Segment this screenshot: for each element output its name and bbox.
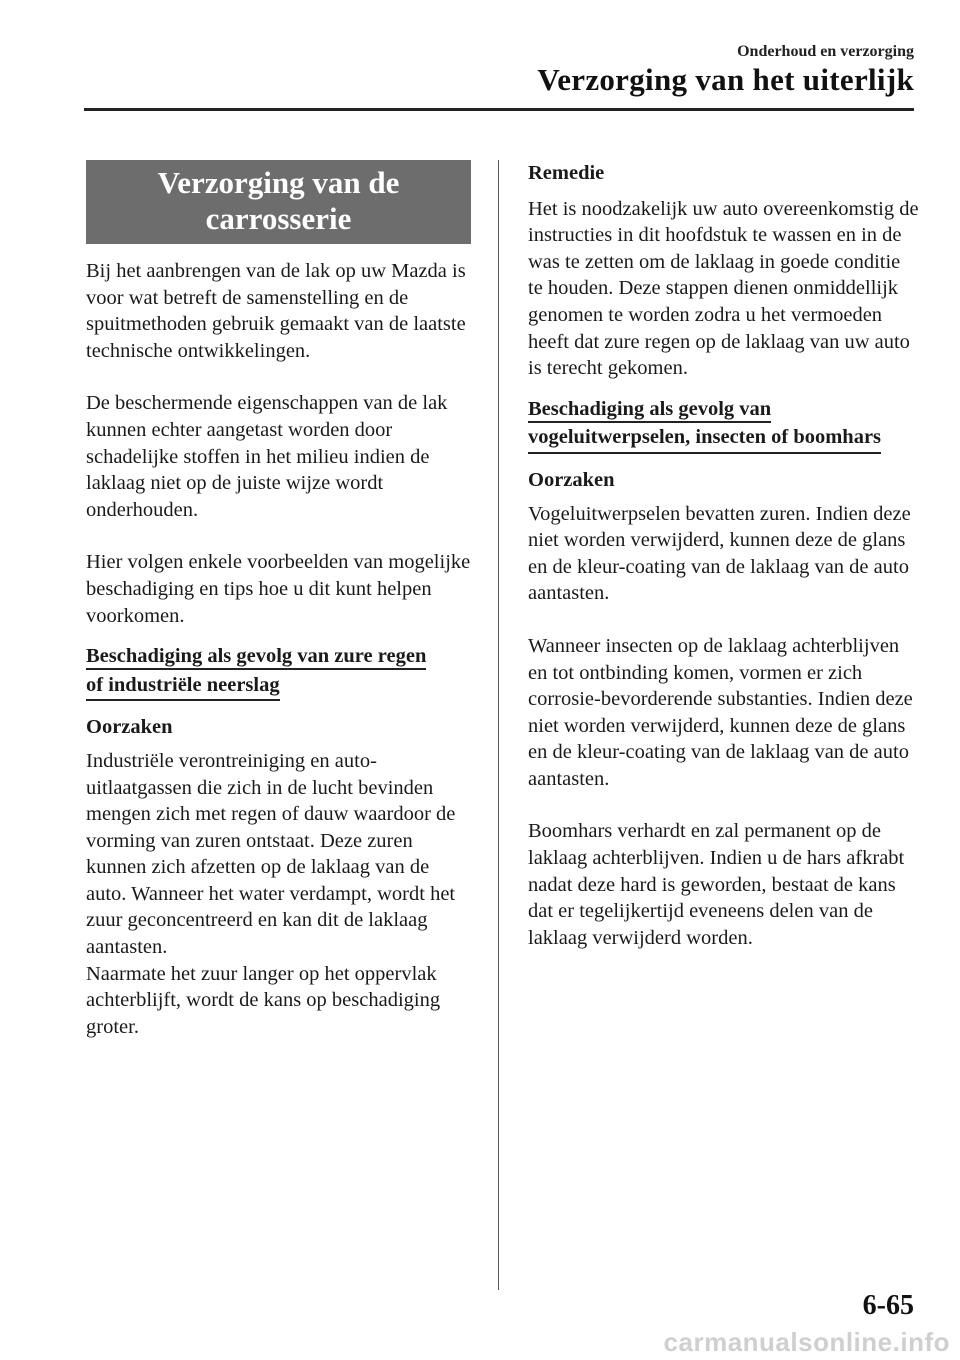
tree-sap-paragraph: Boomhars verhardt en zal permanent op de laklaag achterblijven. Indien u de hars afkrabt nadat deze hard is geworden, bestaat de kans dat er tegelijkertijd eveneens delen van de laklaag verwijderd worden.	[528, 820, 905, 949]
remedy-paragraph: Het is noodzakelijk uw auto overeenkomstig de instructies in dit hoofdstuk te wassen en in de was te zetten om de laklaag in goede conditie te houden. Deze stappen dienen onmiddellijk genomen te worden zodra u het vermoeden heeft dat zure regen op de laklaag van uw auto is terecht gekomen.	[528, 197, 919, 380]
intro-paragraph-2: De beschermende eigenschappen van de lak kunnen echter aangetast worden door schadelijke stoffen in het milieu indien de laklaag niet op de juiste wijze wordt onderhouden.	[86, 392, 448, 521]
subheading-bird-droppings-line2: vogeluitwerpselen, insecten of boomhars	[528, 424, 881, 454]
left-column	[86, 160, 474, 1040]
subheading-acid-rain-line2: of industriële neerslag	[86, 672, 280, 702]
intro-paragraph-3: Hier volgen enkele voorbeelden van mogelijke beschadiging en tips hoe u dit kunt helpen voorkomen.	[86, 551, 471, 627]
causes-paragraph-left-2: Naarmate het zuur langer op het oppervlak achterblijft, wordt de kans op beschadiging groter.	[86, 962, 441, 1038]
column-divider	[498, 160, 499, 1290]
subheading-acid-rain-line1: Beschadiging als gevolg van zure regen	[86, 645, 426, 670]
causes-paragraph-left: Industriële verontreiniging en auto-uitlaatgassen die zich in de lucht bevinden mengen zich met regen of dauw waardoor de vorming van zuren ontstaat. Deze zuren kunnen zich afzetten op de laklaag van de auto. Wanneer het water verdampt, wordt het zuur geconcentreerd en kan dit de laklaag aantasten.	[86, 749, 456, 959]
watermark: carmanualsonline.info	[663, 1327, 950, 1357]
subheading-acid-rain	[86, 643, 474, 701]
header-rule	[84, 108, 914, 111]
intro-paragraph-1: Bij het aanbrengen van de lak op uw Mazda is voor wat betreft de samenstelling en de spuitmethoden gebruik gemaakt van de laatste technische ontwikkelingen.	[86, 260, 466, 362]
subheading-bird-droppings	[528, 396, 920, 454]
section-title-line1: Verzorging van de	[157, 165, 400, 200]
section-title-line2: carrosserie	[205, 201, 352, 236]
page-number: 6-65	[862, 1290, 914, 1321]
chapter-title: Onderhoud en verzorging	[737, 43, 914, 60]
section-title-box	[86, 160, 471, 244]
causes-label-right: Oorzaken	[528, 468, 615, 491]
bird-droppings-paragraph: Vogeluitwerpselen bevatten zuren. Indien deze niet worden verwijderd, kunnen deze de glans en de kleur-coating van de laklaag van de auto aantasten.	[528, 502, 911, 605]
page-title: Verzorging van het uiterlijk	[537, 62, 914, 97]
insects-paragraph: Wanneer insecten op de laklaag achterblijven en tot ontbinding komen, vormen er zich corrosie-bevorderende substanties. Indien deze niet worden verwijderd, kunnen deze de glans en de kleur-coating van de laklaag van de auto aantasten.	[528, 634, 913, 790]
subheading-bird-droppings-line1: Beschadiging als gevolg van	[528, 398, 771, 423]
right-column	[528, 160, 920, 951]
remedy-label: Remedie	[528, 162, 605, 184]
causes-label-left: Oorzaken	[86, 716, 173, 739]
